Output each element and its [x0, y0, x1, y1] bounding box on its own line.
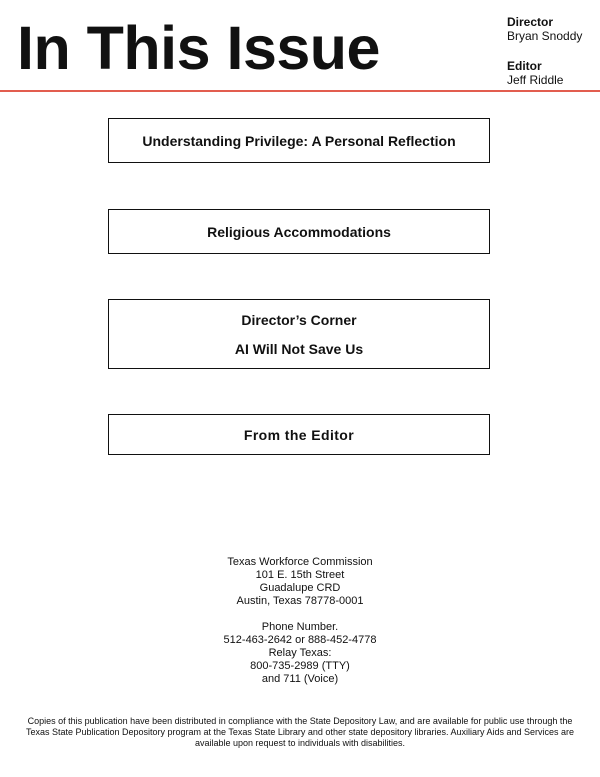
editor-label: Editor: [507, 59, 542, 73]
director-label: Director: [507, 15, 554, 29]
relay-tty: 800-735-2989 (TTY): [250, 660, 350, 672]
phone-numbers: 512-463-2642 or 888-452-4778: [223, 634, 377, 646]
article-link-religious-accommodations[interactable]: [108, 209, 490, 254]
page-title: In This Issue: [17, 14, 380, 82]
article-subtitle: AI Will Not Save Us: [234, 340, 364, 357]
article-title: Director’s Corner: [241, 311, 357, 328]
article-title: From the Editor: [243, 426, 355, 443]
relay-label: Relay Texas:: [268, 647, 332, 659]
contact-block: [0, 556, 600, 686]
article-link-privilege[interactable]: [108, 118, 490, 163]
city-state-zip: Austin, Texas 78778-0001: [236, 595, 364, 607]
director-name: Bryan Snoddy: [507, 29, 583, 43]
staff-credits: [507, 15, 582, 87]
article-link-directors-corner[interactable]: [108, 299, 490, 369]
editor-name: Jeff Riddle: [507, 73, 564, 87]
phone-label: Phone Number.: [261, 621, 339, 633]
depository-notice: Copies of this publication have been distributed in compliance with the State Depository Law, and are available for public use through the Texas State Publication Depository program at the Texas State Library and other state depository libraries. Auxiliary Aids and Services are available upon request to individuals with disabilities.: [25, 716, 575, 748]
department: Guadalupe CRD: [259, 582, 341, 594]
article-title: Understanding Privilege: A Personal Reflection: [142, 132, 456, 149]
article-link-from-the-editor[interactable]: [108, 414, 490, 455]
article-title: Religious Accommodations: [207, 223, 391, 240]
street-address: 101 E. 15th Street: [255, 569, 345, 581]
masthead-divider: [0, 90, 600, 92]
relay-voice: and 711 (Voice): [261, 673, 339, 685]
org-name: Texas Workforce Commission: [227, 556, 373, 568]
